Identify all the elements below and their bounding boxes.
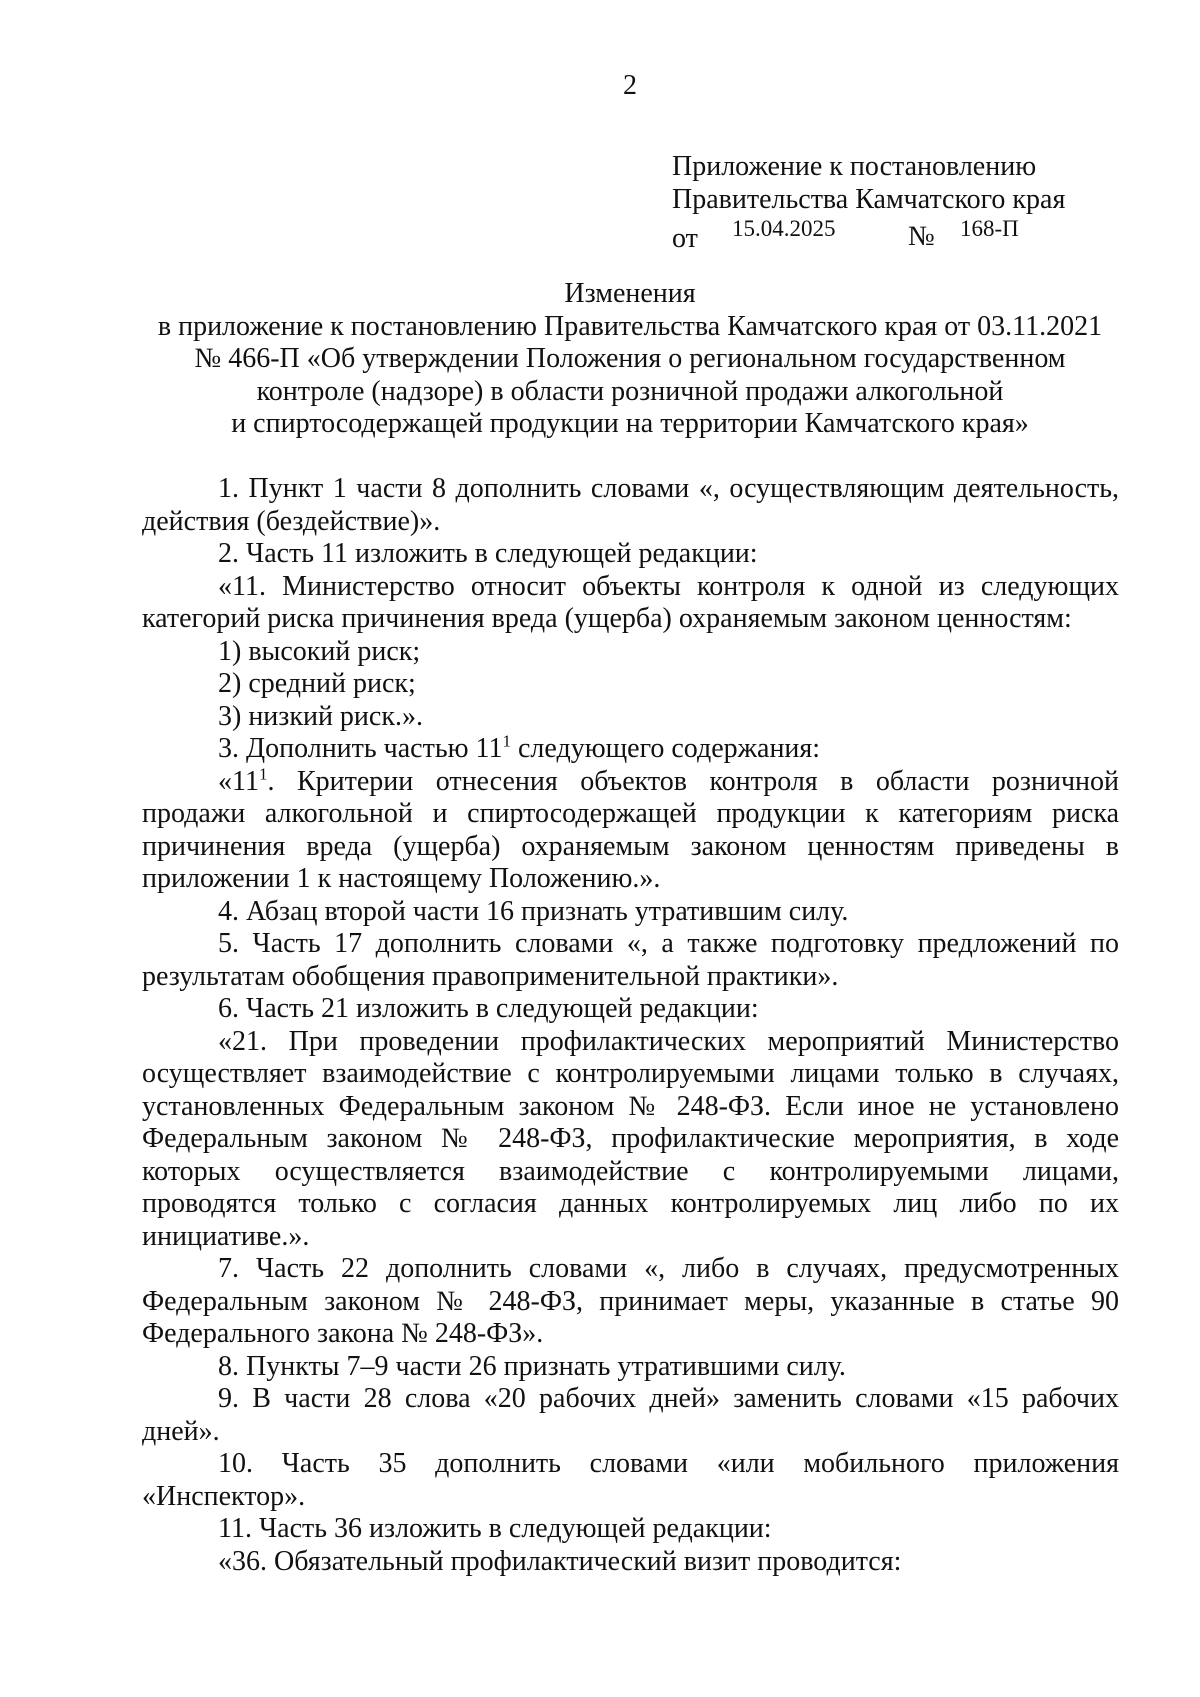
paragraph-2: 2. Часть 11 изложить в следующей редакции: — [218, 538, 758, 569]
paragraph-6: 6. Часть 21 изложить в следующей редакции: — [218, 993, 759, 1024]
paragraph-7: 7. Часть 22 дополнить словами «, либо в случаях, предусмотренных Федеральным законом № 248-ФЗ, принимает меры, указанные в статье 90 Федерального закона № 248-ФЗ». — [142, 1253, 1119, 1349]
paragraph-5: 5. Часть 17 дополнить словами «, а также подготовку предложений по результатам обобщения правоприменительной практики». — [142, 928, 1119, 992]
paragraph-3 — [142, 733, 1119, 766]
list-item-medium-risk: 2) средний риск; — [218, 668, 416, 699]
title-line: № 466-П «Об утверждении Положения о региональном государственном — [194, 343, 1066, 374]
appendix-block — [672, 150, 1066, 254]
paragraph-part-11-1 — [142, 766, 1119, 896]
appendix-date: 15.04.2025 — [732, 216, 836, 241]
paragraph-3-text-end: следующего содержания: — [510, 733, 821, 764]
paragraph-part-21: «21. При проведении профилактических мероприятий Министерство осуществляет взаимодействие с контролируемыми лицами только в случаях, установленных Федеральным законом № 248-ФЗ. Если иное не установлено Федеральным законом № 248-ФЗ, профилактические мероприятия, в ходе которых осуществляется взаимодействие с контролируемыми лицами, проводятся только с согласия данных контролируемых лиц либо по их инициативе.». — [142, 1025, 1119, 1252]
title-line: контроле (надзоре) в области розничной продажи алкогольной — [256, 375, 1004, 407]
title-line: и спиртосодержащей продукции на территории Камчатского края» — [231, 408, 1029, 439]
superscript: 1 — [502, 731, 511, 751]
paragraph-part-11: «11. Министерство относит объекты контроля к одной из следующих категорий риска причинения вреда (ущерба) охраняемым законом ценностям: — [142, 570, 1119, 634]
list-item-high-risk: 1) высокий риск; — [218, 635, 421, 667]
appendix-number-sign: № — [908, 221, 935, 252]
paragraph-1: 1. Пункт 1 части 8 дополнить словами «, осуществляющим деятельность, действия (бездействие)». — [142, 473, 1119, 537]
page-number: 2 — [623, 70, 637, 101]
paragraph-11: 11. Часть 36 изложить в следующей редакции: — [218, 1513, 772, 1544]
appendix-line-1: Приложение к постановлению — [672, 151, 1037, 182]
document-body — [142, 473, 1119, 1578]
appendix-number: 168-П — [960, 216, 1019, 241]
paragraph-10: 10. Часть 35 дополнить словами «или мобильного приложения «Инспектор». — [142, 1448, 1119, 1512]
superscript: 1 — [258, 764, 268, 784]
document-title — [130, 278, 1130, 441]
paragraph-4: 4. Абзац второй части 16 признать утратившим силу. — [218, 895, 849, 927]
paragraph-part-36: «36. Обязательный профилактический визит проводится: — [218, 1545, 902, 1577]
appendix-date-row — [672, 216, 1065, 254]
appendix-from-label: от — [672, 223, 698, 254]
paragraph-part-11-1-text: . Критерии отнесения объектов контроля в области розничной продажи алкогольной и спиртосодержащей продукции к категориям риска причинения вреда (ущерба) охраняемым законом ценностям приведены в приложении 1 к настоящему Положению.». — [142, 765, 1119, 894]
list-item-low-risk: 3) низкий риск.». — [218, 700, 423, 732]
paragraph-8: 8. Пункты 7–9 части 26 признать утратившими силу. — [218, 1350, 846, 1382]
appendix-line-2: Правительства Камчатского края — [672, 184, 1066, 215]
paragraph-part-11-1-start: «11 — [218, 765, 259, 797]
paragraph-3-text: 3. Дополнить частью 11 — [218, 733, 503, 764]
title-line: в приложение к постановлению Правительства Камчатского края от 03.11.2021 — [157, 310, 1103, 342]
title-heading: Изменения — [564, 278, 696, 309]
paragraph-9: 9. В части 28 слова «20 рабочих дней» заменить словами «15 рабочих дней». — [142, 1383, 1119, 1447]
